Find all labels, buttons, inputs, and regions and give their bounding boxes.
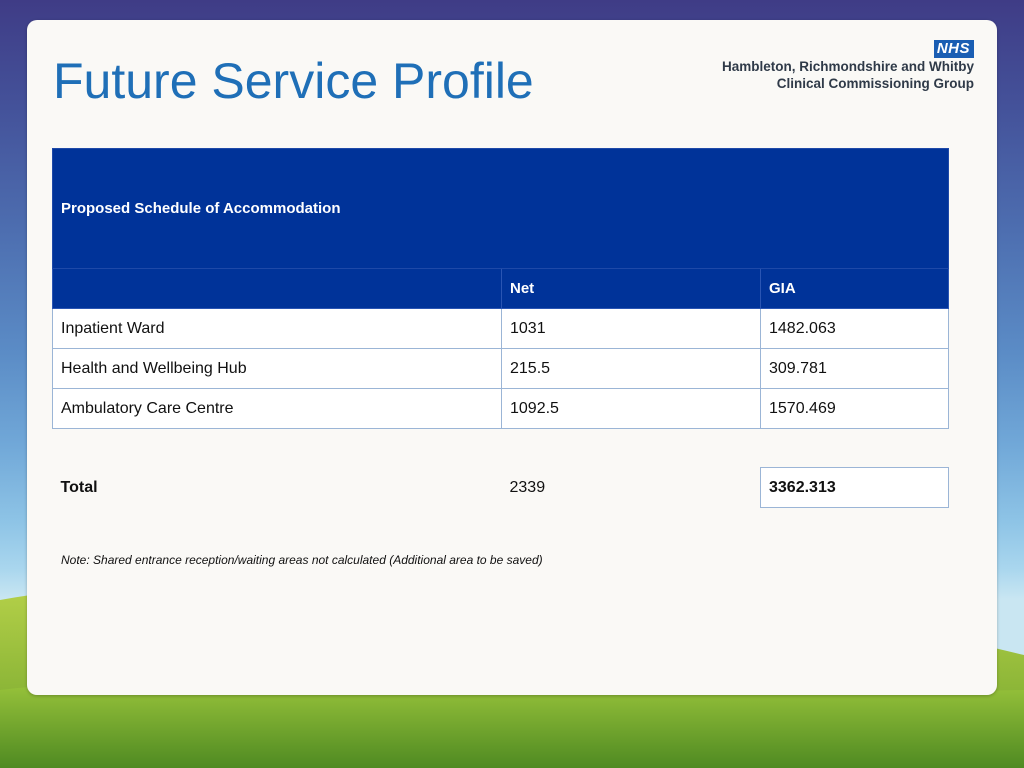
- row-net: 1031: [502, 309, 761, 349]
- row-name: Ambulatory Care Centre: [53, 389, 502, 429]
- table-row: [53, 389, 949, 429]
- org-name-line-2: Clinical Commissioning Group: [776, 76, 974, 91]
- row-net: 215.5: [502, 349, 761, 389]
- org-logo: [674, 40, 974, 92]
- column-header-gia: GIA: [761, 269, 949, 309]
- org-name-line-1: Hambleton, Richmondshire and Whitby: [721, 59, 974, 74]
- total-gia: 3362.313: [761, 468, 949, 508]
- accommodation-table: [52, 148, 948, 508]
- table-row: [53, 349, 949, 389]
- row-gia: 309.781: [761, 349, 949, 389]
- row-name: Inpatient Ward: [53, 309, 502, 349]
- column-header-net: Net: [502, 269, 761, 309]
- total-net: 2339: [509, 478, 546, 496]
- total-label: Total: [60, 478, 98, 496]
- table-spacer: [53, 429, 949, 468]
- row-name: Health and Wellbeing Hub: [53, 349, 502, 389]
- nhs-logo-badge: NHS: [934, 40, 974, 58]
- page-title: Future Service Profile: [53, 53, 534, 109]
- column-header-name: [53, 269, 502, 309]
- footnote: Note: Shared entrance reception/waiting areas not calculated (Additional area to be saved): [61, 553, 543, 567]
- table-header-row: [53, 269, 949, 309]
- total-row: [53, 468, 949, 508]
- row-net: 1092.5: [502, 389, 761, 429]
- row-gia: 1482.063: [761, 309, 949, 349]
- table-caption: Proposed Schedule of Accommodation: [53, 149, 949, 269]
- row-gia: 1570.469: [761, 389, 949, 429]
- table-row: [53, 309, 949, 349]
- table-caption-row: [53, 149, 949, 269]
